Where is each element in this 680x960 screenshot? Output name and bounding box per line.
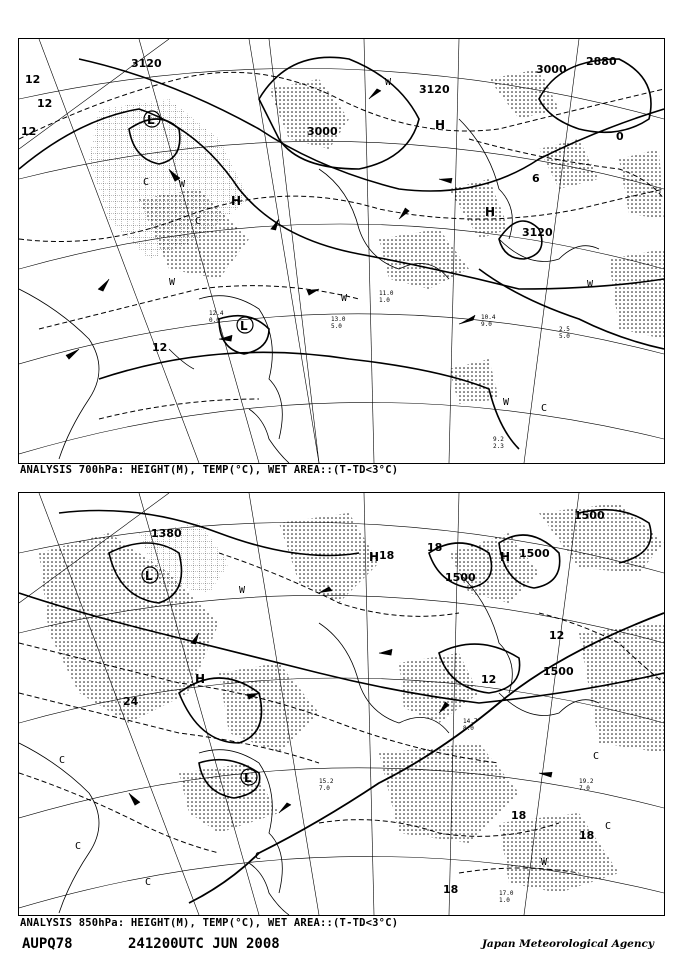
station-value: 2.5 5.0 — [559, 326, 570, 340]
isotherm-label: 18 — [511, 809, 527, 822]
isotherm-label: 18 — [427, 541, 443, 554]
low-marker: L — [147, 113, 155, 127]
height-label: 1380 — [151, 527, 182, 540]
cold-marker: C — [605, 821, 612, 832]
station-value: 15.2 7.0 — [319, 778, 334, 792]
cold-marker: C — [59, 755, 66, 766]
station-plot — [579, 778, 594, 792]
station-value: 17.0 1.0 — [499, 890, 514, 904]
station-plot — [463, 718, 478, 732]
height-label: 1500 — [543, 665, 574, 678]
station-plot — [499, 890, 514, 904]
map-panel-850hpa — [18, 492, 665, 916]
warm-marker: W — [587, 279, 594, 290]
high-marker: H — [485, 205, 496, 219]
map-850hpa-svg — [19, 493, 664, 915]
height-label: 2880 — [586, 55, 617, 68]
valid-time: 241200UTC JUN 2008 — [128, 936, 280, 952]
warm-marker: W — [541, 857, 548, 868]
low-marker: L — [145, 569, 153, 583]
warm-marker: W — [179, 179, 186, 190]
high-marker: H — [369, 550, 380, 564]
height-label: 3000 — [536, 63, 567, 76]
warm-marker: W — [503, 397, 510, 408]
station-value: 12.4 0.0 — [209, 310, 224, 324]
product-id: AUPQ78 — [22, 936, 73, 952]
low-marker: L — [244, 771, 252, 785]
high-marker: H — [435, 118, 446, 132]
height-label: 3000 — [307, 125, 338, 138]
map-700hpa-svg — [19, 39, 664, 463]
isotherm-label: 18 — [443, 883, 459, 896]
high-marker: H — [195, 672, 206, 686]
isotherm-label: 12 — [21, 125, 37, 138]
cold-marker: C — [255, 851, 262, 862]
height-label: 1500 — [574, 509, 605, 522]
panel-caption-850hpa: ANALYSIS 850hPa: HEIGHT(M), TEMP(°C), WET AREA::(T-TD<3°C) — [20, 917, 399, 929]
station-plot — [331, 316, 346, 330]
cold-marker: C — [75, 841, 82, 852]
station-plot — [319, 778, 334, 792]
agency-credit: Japan Meteorological Agency — [481, 938, 654, 950]
station-plot — [481, 314, 496, 328]
station-value: 19.2 7.0 — [579, 778, 594, 792]
warm-marker: W — [385, 77, 392, 88]
station-value: 11.0 1.0 — [379, 290, 394, 304]
cold-marker: C — [593, 751, 600, 762]
warm-marker: W — [341, 293, 348, 304]
isotherm-label: 18 — [579, 829, 595, 842]
station-plot — [379, 290, 394, 304]
height-label: 1500 — [519, 547, 550, 560]
height-label: 3120 — [131, 57, 162, 70]
isotherm-label: 12 — [25, 73, 41, 86]
isotherm-label: 12 — [37, 97, 53, 110]
isotherm-label: 12 — [481, 673, 497, 686]
isotherm-label: 6 — [532, 172, 540, 185]
warm-marker: W — [239, 585, 246, 596]
isotherm-label: 0 — [616, 130, 624, 143]
map-panel-700hpa — [18, 38, 665, 464]
warm-marker: W — [169, 277, 176, 288]
cold-marker: C — [195, 216, 202, 227]
low-marker: L — [240, 319, 248, 333]
station-value: 10.4 9.0 — [481, 314, 496, 328]
cold-marker: C — [541, 403, 548, 414]
station-value: 13.0 5.0 — [331, 316, 346, 330]
cold-marker: C — [143, 177, 150, 188]
high-marker: H — [231, 194, 242, 208]
height-label: 3120 — [419, 83, 450, 96]
height-label: 3120 — [522, 226, 553, 239]
isotherm-label: 12 — [549, 629, 565, 642]
station-plot — [493, 436, 504, 450]
isotherm-label: 12 — [152, 341, 168, 354]
cold-marker: C — [145, 877, 152, 888]
height-label: 1500 — [445, 571, 476, 584]
isotherm-label: 24 — [123, 695, 139, 708]
isotherm-label: 18 — [379, 549, 395, 562]
station-value: 9.2 2.3 — [493, 436, 504, 450]
station-value: 14.7 8.0 — [463, 718, 478, 732]
panel-caption-700hpa: ANALYSIS 700hPa: HEIGHT(M), TEMP(°C), WET AREA::(T-TD<3°C) — [20, 464, 399, 476]
high-marker: H — [500, 550, 511, 564]
wet-areas — [89, 69, 664, 404]
station-plot — [559, 326, 570, 340]
